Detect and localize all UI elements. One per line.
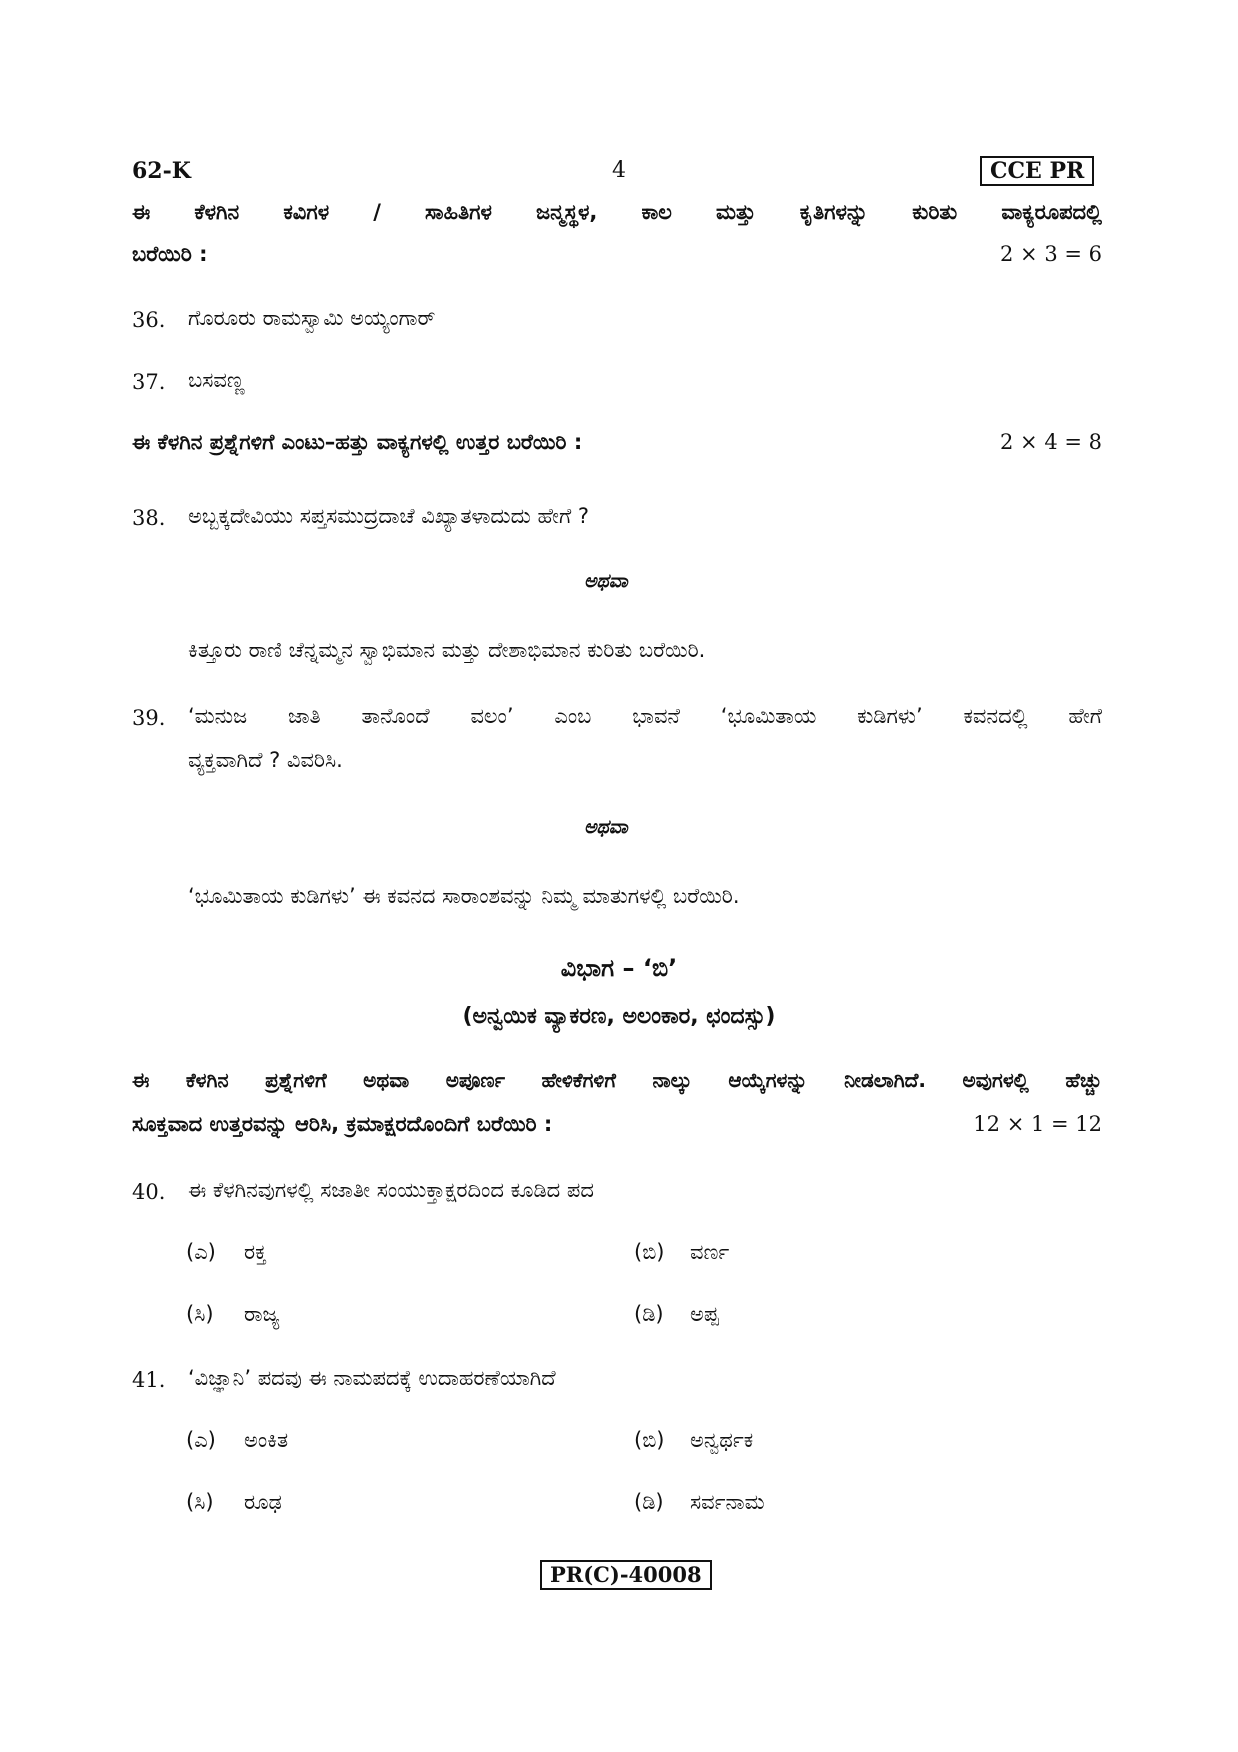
instruction-3-line-2: ಸೂಕ್ತವಾದ ಉತ್ತರವನ್ನು ಆರಿಸಿ, ಕ್ರಮಾಕ್ಷರದೊಂದಿಗೆ ಬರೆಯಿರಿ : [132,1112,553,1136]
option-text: ರಾಜ್ಯ [244,1302,280,1326]
or-label: ಅಥವಾ [584,816,628,838]
instruction-1-line-2: ಬರೆಯಿರಿ : [132,242,208,266]
option-text: ಅಪ್ಪ [690,1302,719,1326]
option-text: ಅಂಕಿತ [244,1428,289,1452]
option-label: (ಡಿ) [634,1302,664,1326]
option-text: ರಕ್ತ [244,1240,267,1264]
instruction-1-line-1: ಈ ಕೆಳಗಿನ ಕವಿಗಳ / ಸಾಹಿತಿಗಳ ಜನ್ಮಸ್ಥಳ, ಕಾಲ ಮತ್ತು ಕೃತಿಗಳನ್ನು ಕುರಿತು ವಾಕ್ಯರೂಪದಲ್ಲಿ [132,200,1102,224]
instruction-2: ಈ ಕೆಳಗಿನ ಪ್ರಶ್ನೆಗಳಿಗೆ ಎಂಟು–ಹತ್ತು ವಾಕ್ಯಗಳಲ್ಲಿ ಉತ್ತರ ಬರೆಯಿರಿ : [132,430,583,454]
question-number: 37. [132,370,166,394]
option-label: (ಎ) [186,1240,216,1264]
question-number: 41. [132,1368,166,1392]
instruction-2-marks: 2 × 4 = 8 [1000,430,1102,454]
question-39-alternative: ‘ಭೂಮಿತಾಯ ಕುಡಿಗಳು’ ಈ ಕವನದ ಸಾರಾಂಶವನ್ನು ನಿಮ್ಮ ಮಾತುಗಳಲ್ಲಿ ಬರೆಯಿರಿ. [188,884,740,908]
option-text: ಸರ್ವನಾಮ [690,1490,765,1514]
question-number: 40. [132,1180,166,1204]
question-36-text: ಗೊರೂರು ರಾಮಸ್ವಾಮಿ ಅಯ್ಯಂಗಾರ್ [188,306,436,330]
instruction-3-line-1: ಈ ಕೆಳಗಿನ ಪ್ರಶ್ನೆಗಳಿಗೆ ಅಥವಾ ಅಪೂರ್ಣ ಹೇಳಿಕೆಗಳಿಗೆ ನಾಲ್ಕು ಆಯ್ಕೆಗಳನ್ನು ನೀಡಲಾಗಿದೆ. ಅವುಗಳಲ್ಲಿ ಹೆಚ್ಚು [132,1068,1102,1092]
question-number: 36. [132,308,166,332]
section-b-subtitle: (ಅನ್ವಯಿಕ ವ್ಯಾಕರಣ, ಅಲಂಕಾರ, ಛಂದಸ್ಸು) [462,1004,776,1029]
section-b-title: ವಿಭಾಗ – ‘ಬಿ’ [560,954,678,982]
question-39-line-2: ವ್ಯಕ್ತವಾಗಿದೆ ? ವಿವರಿಸಿ. [188,748,343,772]
question-40-text: ಈ ಕೆಳಗಿನವುಗಳಲ್ಲಿ ಸಜಾತೀ ಸಂಯುಕ್ತಾಕ್ಷರದಿಂದ ಕೂಡಿದ ಪದ [188,1178,594,1202]
paper-type-badge: CCE PR [980,156,1094,186]
or-label: ಅಥವಾ [584,570,628,592]
footer-code-badge: PR(C)-40008 [540,1560,712,1590]
option-label: (ಡಿ) [634,1490,664,1514]
question-number: 38. [132,506,166,530]
option-text: ಅನ್ವರ್ಥಕ [690,1428,754,1452]
question-41-text: ‘ವಿಜ್ಞಾನಿ’ ಪದವು ಈ ನಾಮಪದಕ್ಕೆ ಉದಾಹರಣೆಯಾಗಿದೆ [188,1366,556,1390]
instruction-1-marks: 2 × 3 = 6 [1000,242,1102,266]
option-label: (ಸಿ) [186,1490,214,1514]
option-text: ವರ್ಣ [690,1240,730,1264]
option-text: ರೂಢ [244,1490,282,1514]
question-number: 39. [132,706,166,730]
option-label: (ಬಿ) [634,1240,665,1264]
option-label: (ಬಿ) [634,1428,665,1452]
paper-code: 62-K [132,158,191,184]
option-label: (ಸಿ) [186,1302,214,1326]
option-label: (ಎ) [186,1428,216,1452]
page-number: 4 [612,158,626,183]
question-38-text: ಅಬ್ಬಕ್ಕದೇವಿಯು ಸಪ್ತಸಮುದ್ರದಾಚೆ ವಿಖ್ಯಾತಳಾದುದು ಹೇಗೆ ? [188,504,589,528]
question-39-line-1: ‘ಮನುಜ ಜಾತಿ ತಾನೊಂದೆ ವಲಂ’ ಎಂಬ ಭಾವನೆ ‘ಭೂಮಿತಾಯ ಕುಡಿಗಳು’ ಕವನದಲ್ಲಿ ಹೇಗೆ [188,704,1102,728]
instruction-3-marks: 12 × 1 = 12 [973,1112,1102,1136]
question-38-alternative: ಕಿತ್ತೂರು ರಾಣಿ ಚೆನ್ನಮ್ಮನ ಸ್ವಾಭಿಮಾನ ಮತ್ತು ದೇಶಾಭಿಮಾನ ಕುರಿತು ಬರೆಯಿರಿ. [188,638,706,662]
question-37-text: ಬಸವಣ್ಣ [188,368,245,392]
